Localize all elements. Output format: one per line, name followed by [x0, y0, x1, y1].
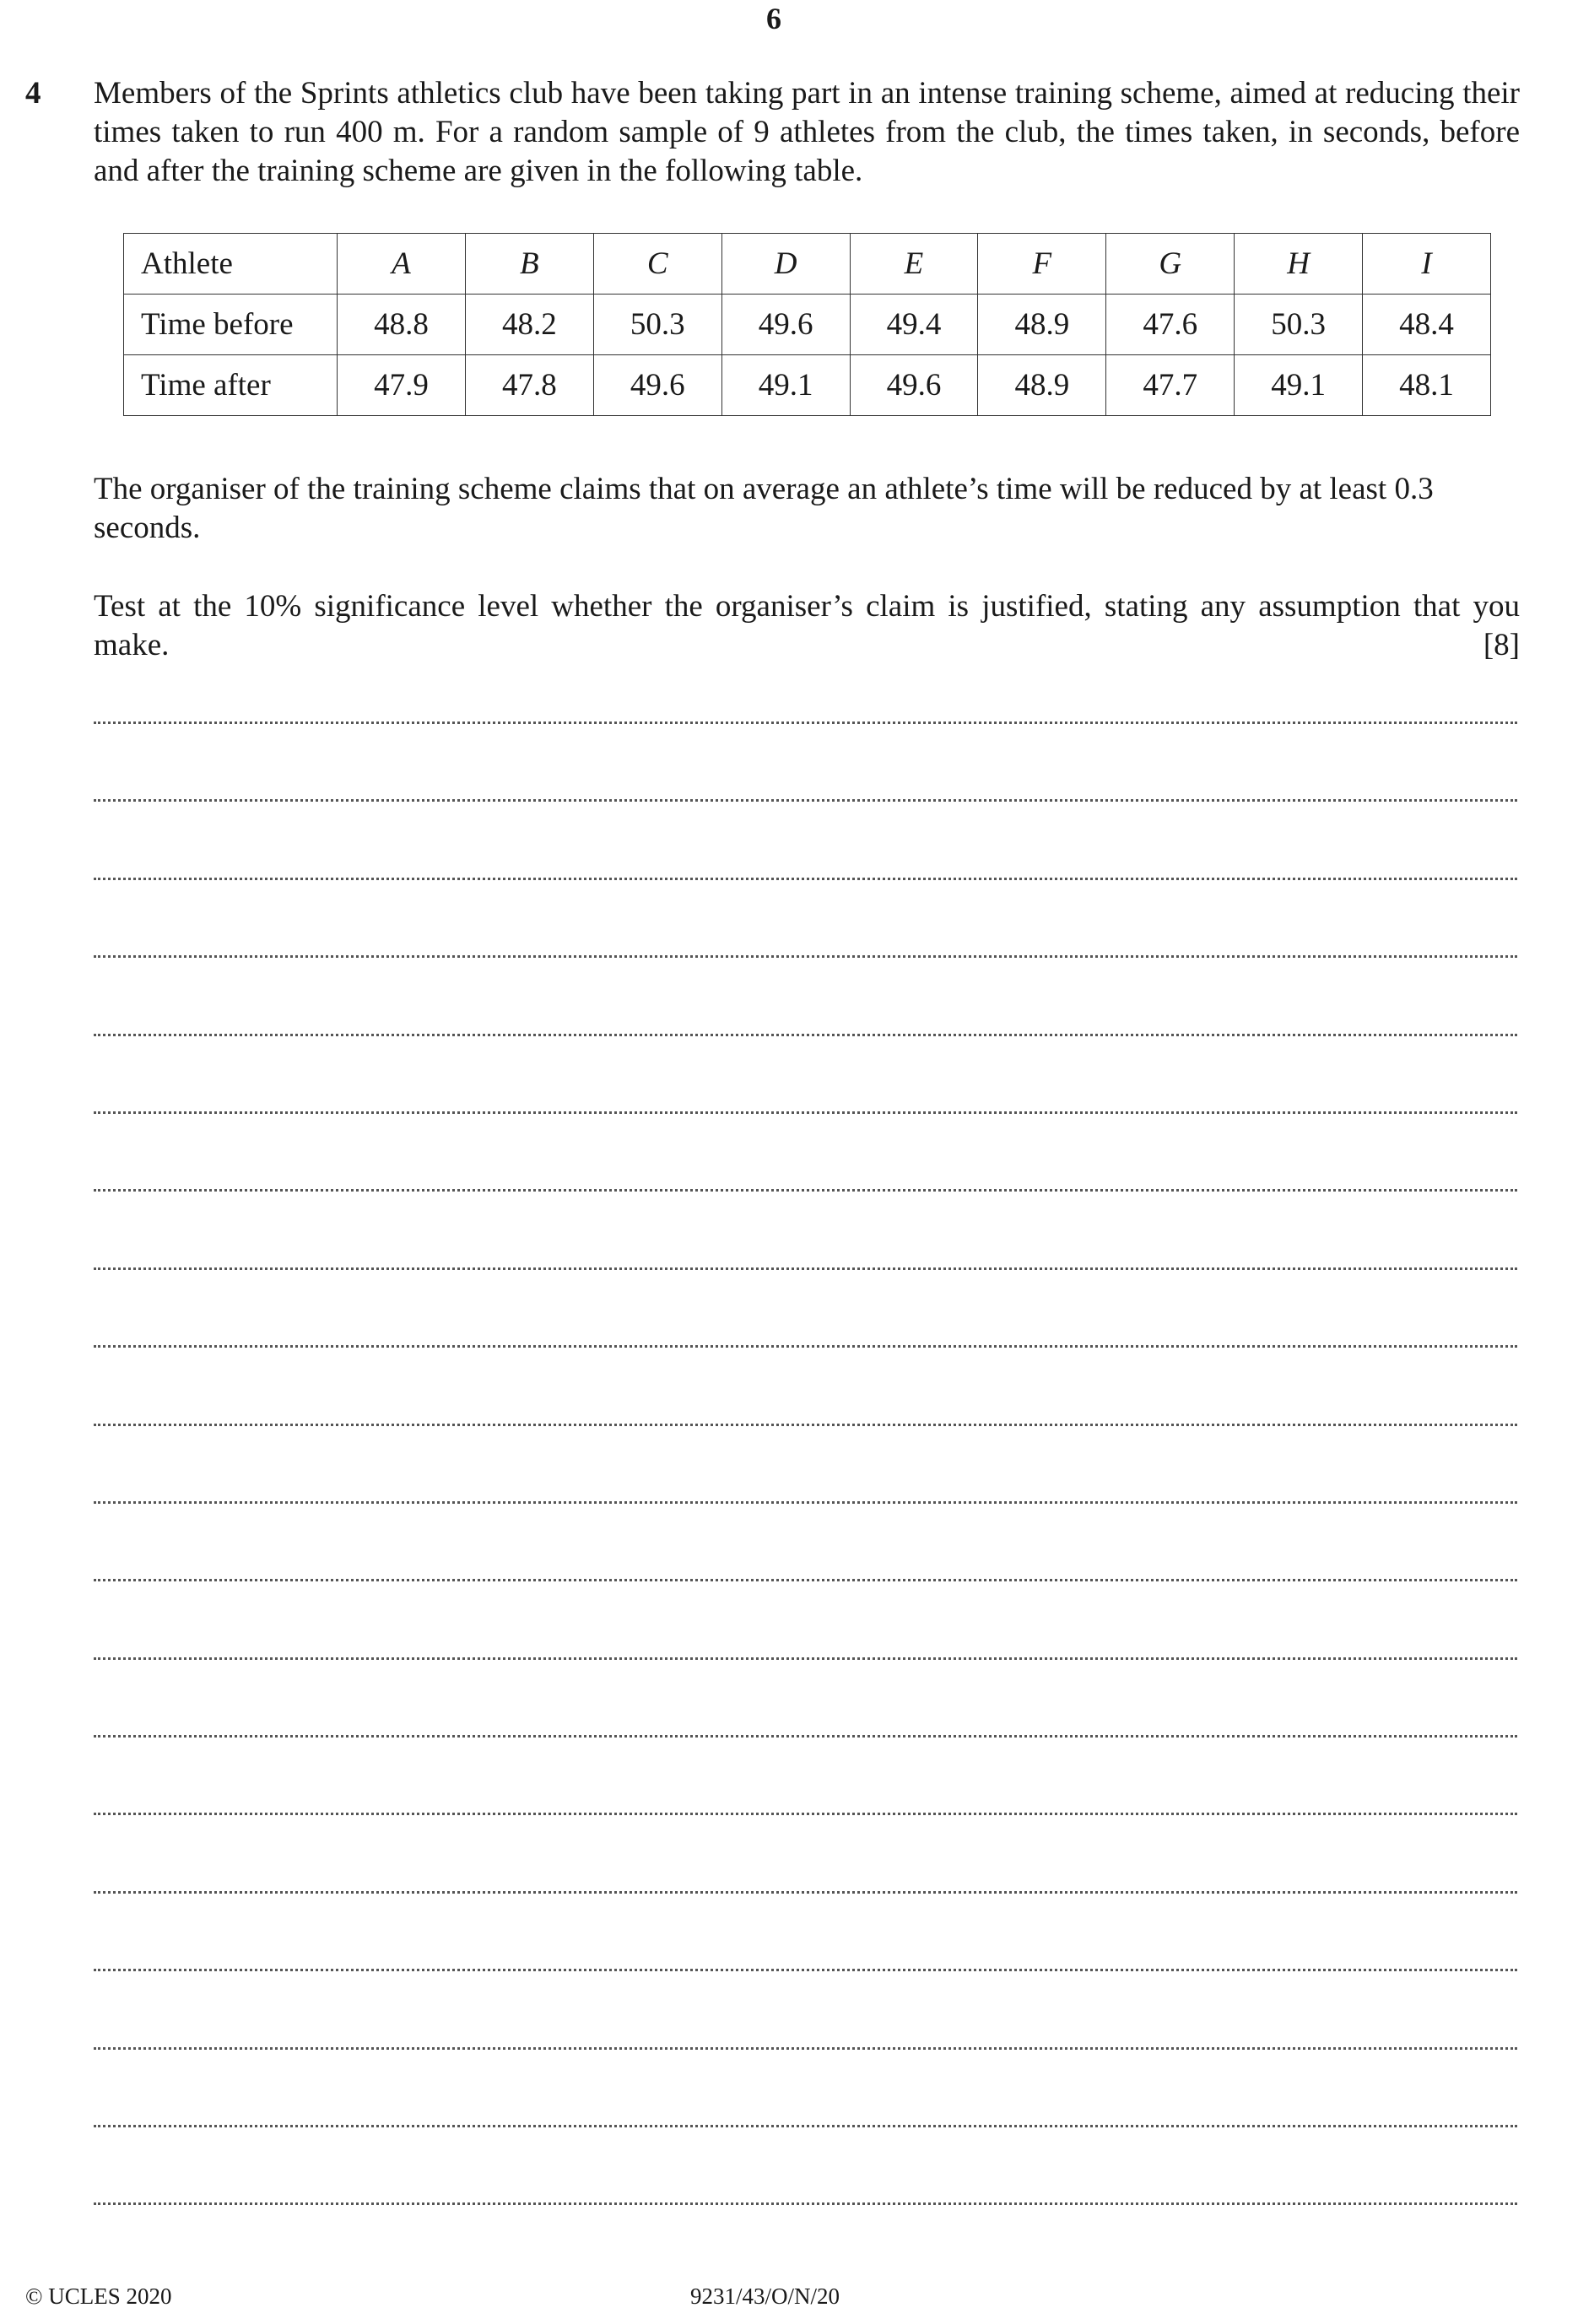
- answer-line[interactable]: [94, 1111, 1517, 1189]
- time-after-cell: 48.1: [1363, 355, 1491, 416]
- answer-line[interactable]: [94, 722, 1517, 799]
- question-intro: Members of the Sprints athletics club have been taking part in an intense training scheme, aimed at reducing their times taken to run 400 m. For a random sample of 9 athletes from the club, the times taken, in seconds, before and after the training scheme are given in the following table.: [94, 76, 1520, 188]
- answer-line[interactable]: [94, 1891, 1517, 1969]
- answer-line[interactable]: [94, 1267, 1517, 1345]
- table-row-athlete: [124, 234, 1491, 295]
- athlete-cell: D: [721, 234, 850, 295]
- answer-line[interactable]: [94, 2202, 1517, 2280]
- answer-line[interactable]: [94, 799, 1517, 877]
- athlete-cell: F: [978, 234, 1106, 295]
- question-number: 4: [25, 76, 41, 111]
- athlete-cell: H: [1235, 234, 1363, 295]
- time-after-cell: 49.1: [1235, 355, 1363, 416]
- times-table: [123, 233, 1491, 416]
- time-after-label: Time after: [124, 355, 338, 416]
- time-after-cell: 47.7: [1106, 355, 1235, 416]
- time-after-cell: 49.1: [721, 355, 850, 416]
- answer-line[interactable]: [94, 2125, 1517, 2202]
- time-after-cell: 49.6: [593, 355, 721, 416]
- answer-line[interactable]: [94, 1034, 1517, 1111]
- paper-code: 9231/43/O/N/20: [690, 2283, 840, 2309]
- athlete-cell: A: [338, 234, 466, 295]
- athlete-cell: E: [850, 234, 978, 295]
- page-number: 6: [766, 2, 781, 35]
- answer-line[interactable]: [94, 1735, 1517, 1813]
- answer-line[interactable]: [94, 955, 1517, 1033]
- answer-line[interactable]: [94, 1813, 1517, 1890]
- time-before-cell: 48.4: [1363, 295, 1491, 355]
- answer-lines[interactable]: [94, 722, 1517, 2281]
- athlete-header-cell: Athlete: [124, 234, 338, 295]
- task-text: Test at the 10% significance level whether the organiser’s claim is justified, stating any assumption that you make.: [94, 589, 1520, 662]
- answer-line[interactable]: [94, 1579, 1517, 1657]
- time-before-cell: 48.8: [338, 295, 466, 355]
- athlete-cell: G: [1106, 234, 1235, 295]
- athlete-cell: I: [1363, 234, 1491, 295]
- time-after-cell: 49.6: [850, 355, 978, 416]
- answer-line[interactable]: [94, 878, 1517, 955]
- answer-line[interactable]: [94, 1969, 1517, 2046]
- athlete-cell: B: [465, 234, 593, 295]
- athlete-cell: C: [593, 234, 721, 295]
- copyright-notice: © UCLES 2020: [25, 2283, 172, 2309]
- time-before-cell: 50.3: [593, 295, 721, 355]
- time-after-cell: 48.9: [978, 355, 1106, 416]
- time-after-cell: 47.9: [338, 355, 466, 416]
- time-after-cell: 47.8: [465, 355, 593, 416]
- time-before-cell: 47.6: [1106, 295, 1235, 355]
- answer-line[interactable]: [94, 1424, 1517, 1501]
- time-before-cell: 49.6: [721, 295, 850, 355]
- answer-line[interactable]: [94, 1657, 1517, 1735]
- answer-line[interactable]: [94, 1189, 1517, 1267]
- time-before-cell: 48.9: [978, 295, 1106, 355]
- task-instruction: [94, 587, 1520, 665]
- time-before-cell: 50.3: [1235, 295, 1363, 355]
- time-before-label: Time before: [124, 295, 338, 355]
- time-before-cell: 48.2: [465, 295, 593, 355]
- time-before-cell: 49.4: [850, 295, 978, 355]
- answer-line[interactable]: [94, 1345, 1517, 1423]
- organiser-claim: The organiser of the training scheme claims that on average an athlete’s time will be reduced by at least 0.3 seconds.: [94, 472, 1434, 545]
- answer-line[interactable]: [94, 2047, 1517, 2125]
- table-row-time-after: [124, 355, 1491, 416]
- marks-label: [8]: [1483, 628, 1520, 662]
- table-row-time-before: [124, 295, 1491, 355]
- answer-line[interactable]: [94, 1501, 1517, 1579]
